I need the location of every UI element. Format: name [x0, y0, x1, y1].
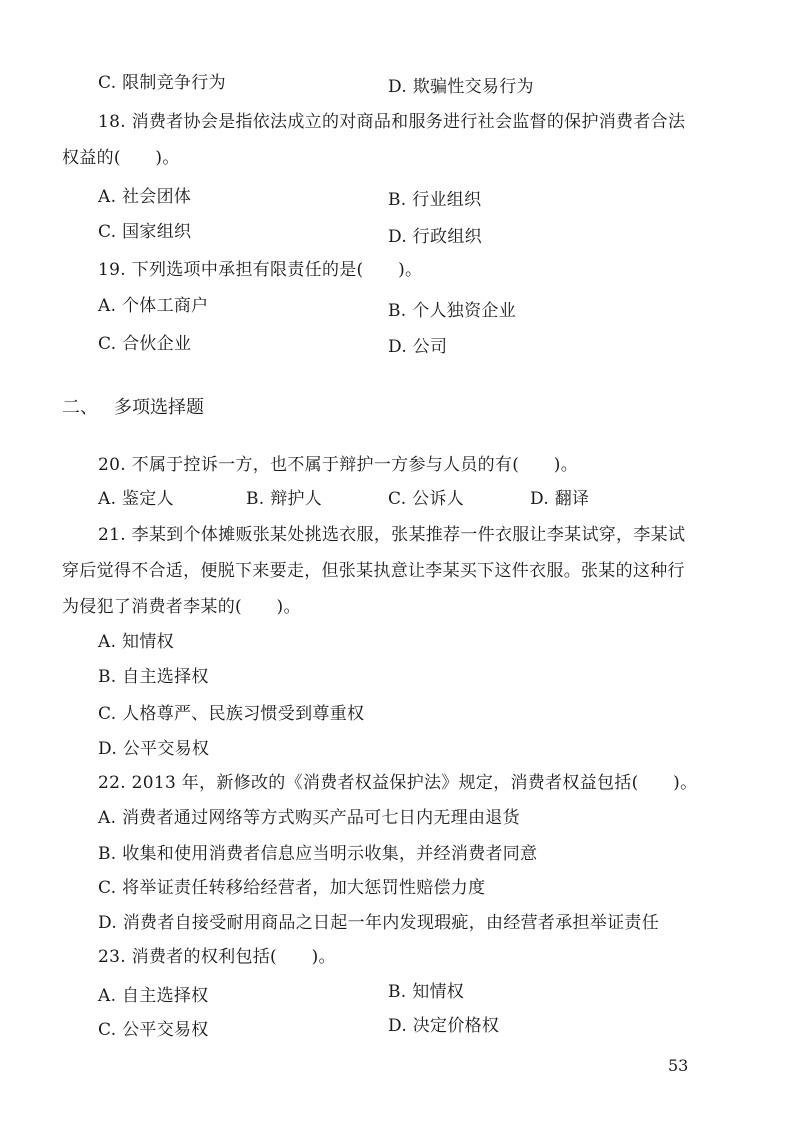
q18-stem-line1: 18. 消费者协会是指依法成立的对商品和服务进行社会监督的保护消费者合法 [98, 112, 686, 132]
q23-option-a: A. 自主选择权 [98, 986, 209, 1006]
q22-option-b: B. 收集和使用消费者信息应当明示收集，并经消费者同意 [98, 844, 538, 864]
q21-stem-line2: 穿后觉得不合适，便脱下来要走，但张某执意让李某买下这件衣服。张某的这种行 [62, 561, 685, 581]
q23-option-c: C. 公平交易权 [98, 1020, 209, 1040]
q21-stem-line1: 21. 李某到个体摊贩张某处挑选衣服，张某推荐一件衣服让李某试穿，李某试 [98, 525, 686, 545]
q23-stem: 23. 消费者的权利包括( )。 [98, 947, 336, 967]
q19-stem: 19. 下列选项中承担有限责任的是( )。 [98, 260, 423, 280]
q22-option-d: D. 消费者自接受耐用商品之日起一年内发现瑕疵，由经营者承担举证责任 [98, 913, 660, 933]
q20-option-b: B. 辩护人 [246, 489, 323, 509]
q19-option-a: A. 个体工商户 [98, 296, 209, 316]
q23-option-d: D. 决定价格权 [388, 1016, 500, 1036]
q21-option-c: C. 人格尊严、民族习惯受到尊重权 [98, 704, 365, 724]
q19-option-d: D. 公司 [388, 337, 448, 357]
q18-option-a: A. 社会团体 [98, 187, 192, 207]
q22-stem: 22. 2013 年，新修改的《消费者权益保护法》规定，消费者权益包括( )。 [98, 773, 698, 793]
q21-option-a: A. 知情权 [98, 632, 174, 652]
q19-option-c: C. 合伙企业 [98, 334, 192, 354]
q18-option-b: B. 行业组织 [388, 190, 482, 210]
q20-option-a: A. 鉴定人 [98, 489, 174, 509]
q22-option-a: A. 消费者通过网络等方式购买产品可七日内无理由退货 [98, 808, 520, 828]
q21-stem-line3: 为侵犯了消费者李某的( )。 [62, 597, 301, 617]
q20-option-c: C. 公诉人 [388, 489, 465, 509]
q21-option-d: D. 公平交易权 [98, 739, 210, 759]
q22-option-c: C. 将举证责任转移给经营者，加大惩罚性赔偿力度 [98, 878, 486, 898]
section-title: 多项选择题 [114, 397, 204, 418]
q18-stem-line2: 权益的( )。 [62, 148, 180, 168]
page-number: 53 [668, 1056, 689, 1075]
q17-option-c: C. 限制竞争行为 [98, 73, 226, 93]
q21-option-b: B. 自主选择权 [98, 667, 209, 687]
q23-option-b: B. 知情权 [388, 982, 465, 1002]
section-number: 二、 [62, 397, 98, 418]
q17-option-d: D. 欺骗性交易行为 [388, 77, 534, 97]
q19-option-b: B. 个人独资企业 [388, 301, 516, 321]
q18-option-c: C. 国家组织 [98, 222, 192, 242]
q20-option-d: D. 翻译 [530, 489, 590, 509]
q20-stem: 20. 不属于控诉一方，也不属于辩护一方参与人员的有( )。 [98, 455, 579, 475]
q18-option-d: D. 行政组织 [388, 227, 482, 247]
